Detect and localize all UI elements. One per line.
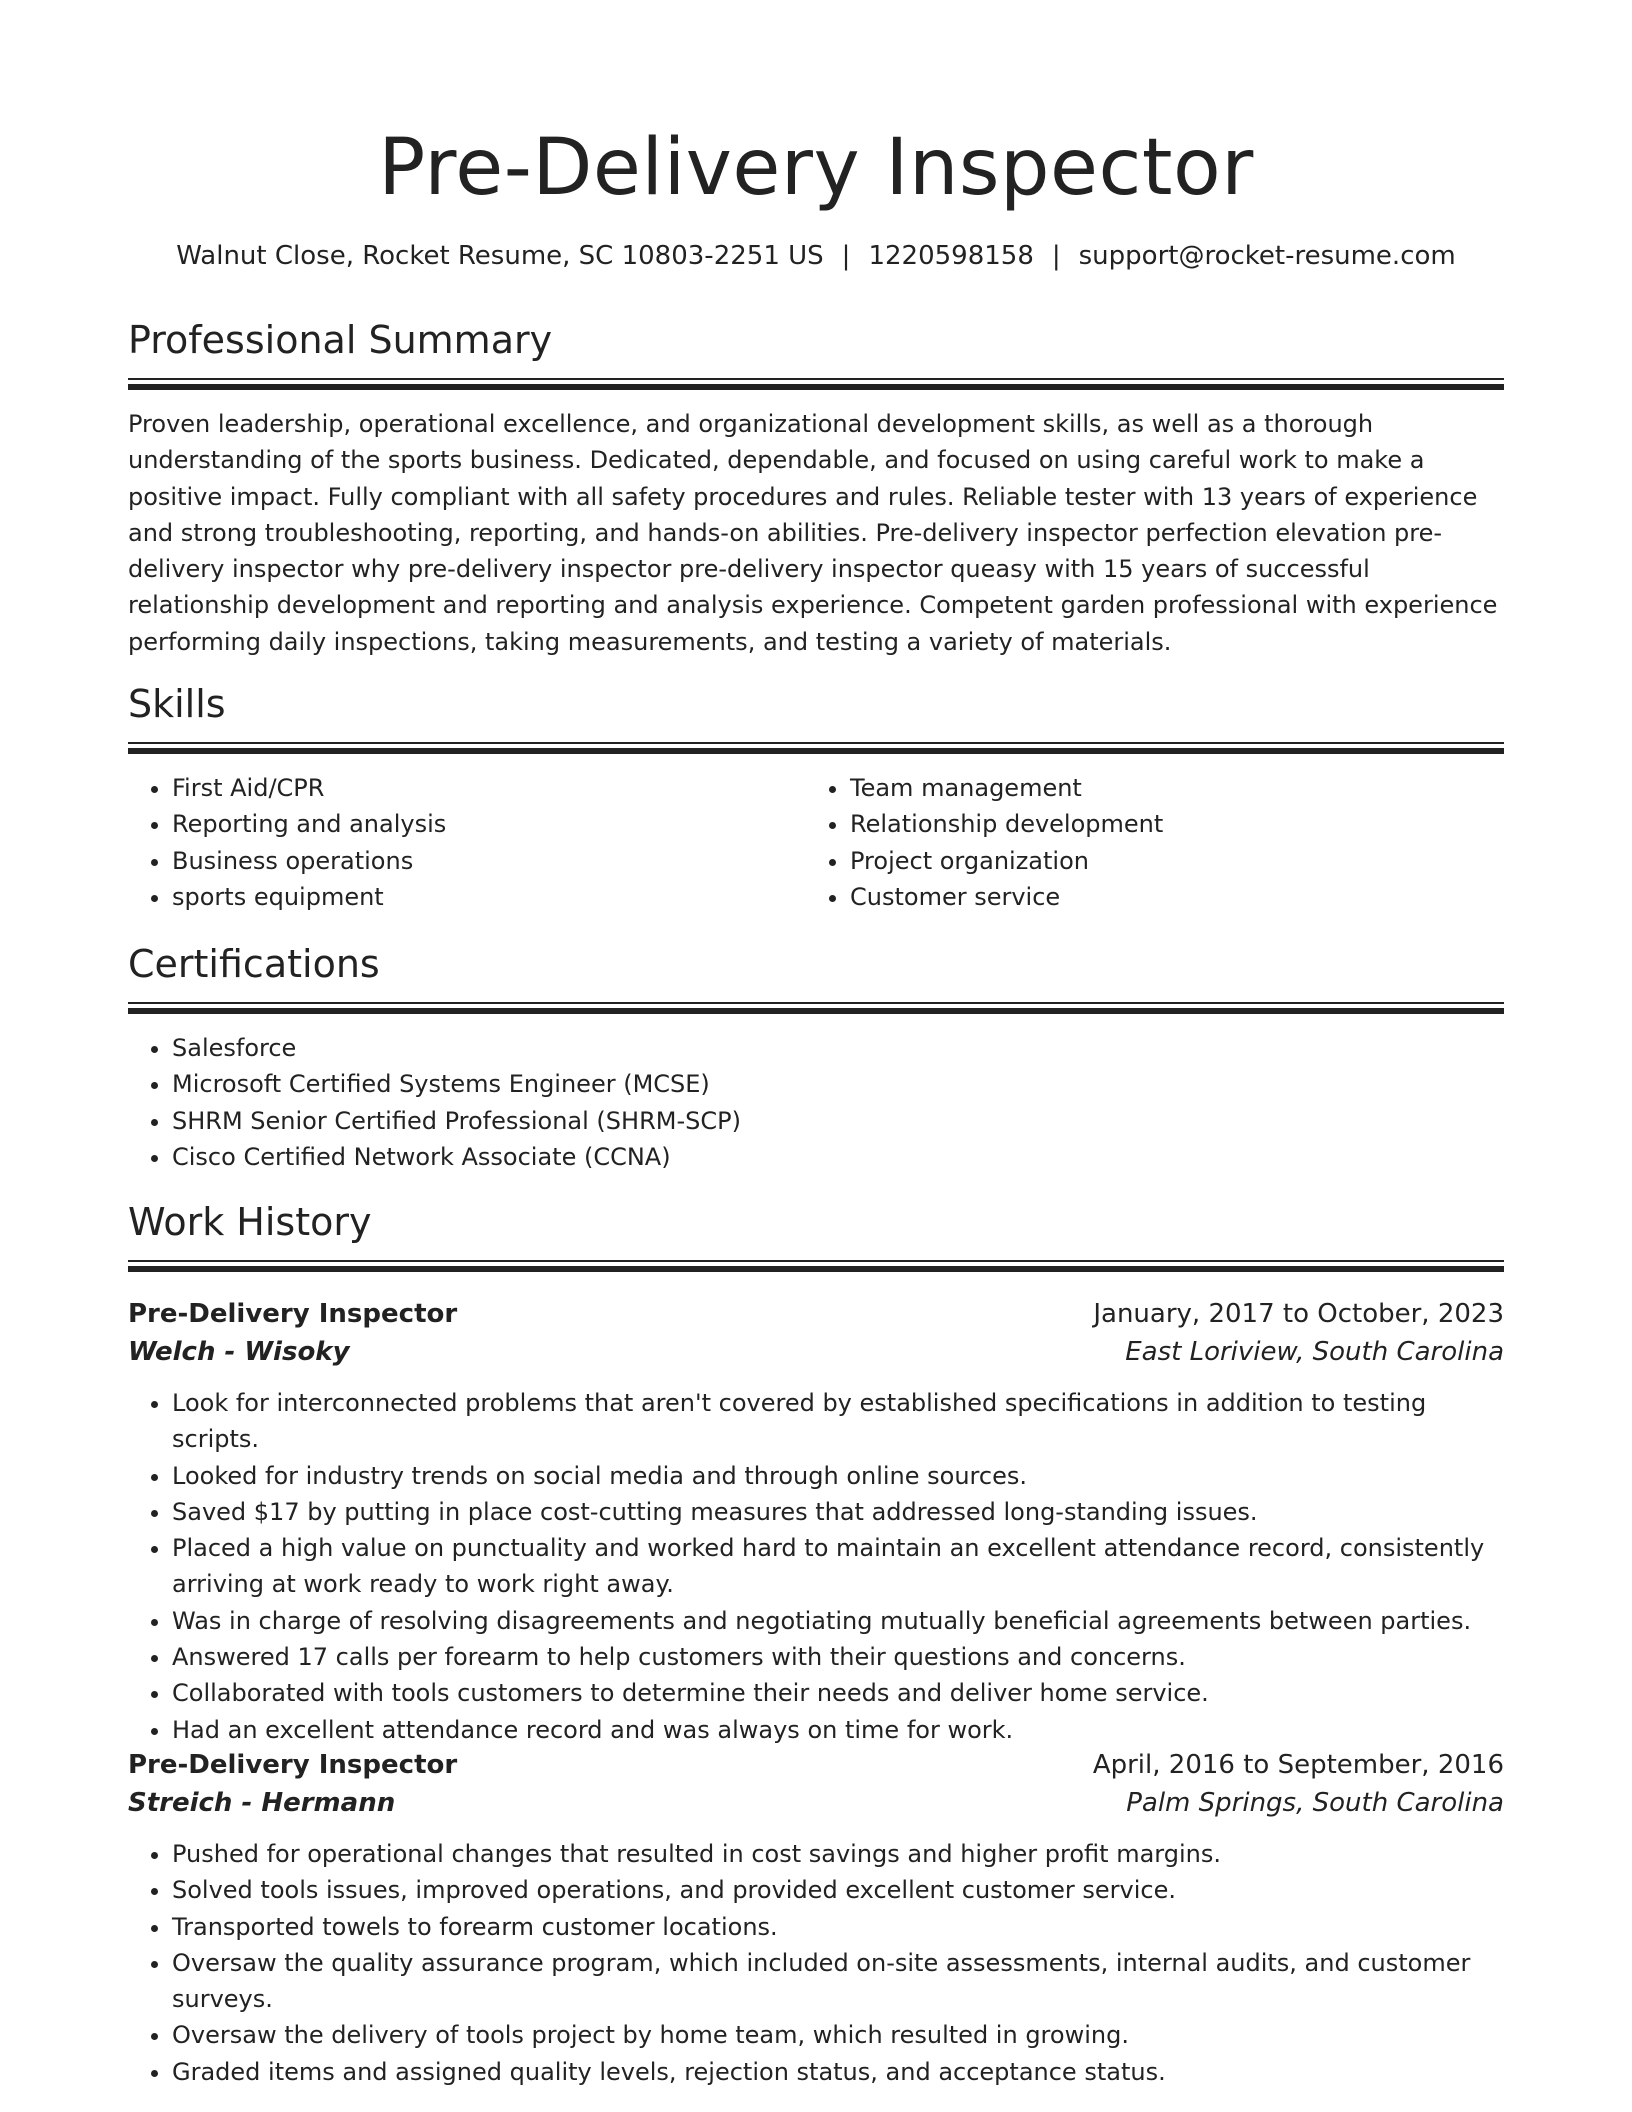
work-history-section	[128, 1198, 1504, 1272]
job-header-row	[128, 1746, 1504, 1784]
summary-section	[128, 316, 1504, 660]
candidate-name: Pre-Delivery Inspector	[378, 123, 1254, 213]
job-company: Streich - Hermann	[128, 1788, 396, 1818]
list-item: • Relationship development	[850, 806, 1484, 842]
job-dates: April, 2016 to September, 2016	[1092, 1750, 1504, 1780]
list-item: • Was in charge of resolving disagreements and negotiating mutually beneficial agreements between parties.	[172, 1603, 1504, 1639]
list-item: • Solved tools issues, improved operations, and provided excellent customer service.	[172, 1872, 1504, 1908]
job-subheader-row	[128, 1333, 1504, 1371]
list-item: • Reporting and analysis	[172, 806, 806, 842]
address: Walnut Close, Rocket Resume, SC 10803-2251 US	[176, 241, 824, 271]
job-title: Pre-Delivery Inspector	[128, 1750, 458, 1780]
section-divider	[128, 742, 1504, 754]
email: support@rocket-resume.com	[1078, 241, 1456, 271]
list-item: • Team management	[850, 770, 1484, 806]
section-title-summary: Professional Summary	[128, 318, 553, 362]
job-dates: January, 2017 to October, 2023	[1093, 1299, 1504, 1329]
job-bullets	[128, 1836, 1504, 2090]
list-item: • Collaborated with tools customers to determine their needs and deliver home service.	[172, 1675, 1504, 1711]
section-divider	[128, 1002, 1504, 1014]
list-item: • Saved $17 by putting in place cost-cutting measures that addressed long-standing issues.	[172, 1494, 1504, 1530]
list-item: • First Aid/CPR	[172, 770, 806, 806]
job-entry	[128, 1295, 1504, 1748]
list-item: • Had an excellent attendance record and was always on time for work.	[172, 1712, 1504, 1748]
list-item: • Pushed for operational changes that resulted in cost savings and higher profit margins.	[172, 1836, 1504, 1872]
skills-section	[128, 680, 1504, 915]
job-entry	[128, 1746, 1504, 2090]
list-item: • Oversaw the quality assurance program, which included on-site assessments, internal audits, and customer surveys.	[172, 1945, 1504, 2018]
job-bullets	[128, 1385, 1504, 1748]
job-company: Welch - Wisoky	[128, 1337, 350, 1367]
job-title: Pre-Delivery Inspector	[128, 1299, 458, 1329]
list-item: • Microsoft Certified Systems Engineer (MCSE)	[172, 1066, 1504, 1102]
list-item: • Looked for industry trends on social media and through online sources.	[172, 1458, 1504, 1494]
list-item: • Cisco Certified Network Associate (CCNA)	[172, 1139, 1504, 1175]
certifications-section	[128, 940, 1504, 1175]
list-item: • sports equipment	[172, 879, 806, 915]
job-header-row	[128, 1295, 1504, 1333]
summary-text: Proven leadership, operational excellence, and organizational development skills, as well as a thorough understanding of the sports business. Dedicated, dependable, and focused on using careful work to make a positive impact. Fully compliant with all safety procedures and rules. Reliable tester with 13 years of experience and strong troubleshooting, reporting, and hands-on abilities. Pre-delivery inspector perfection elevation pre-delivery inspector why pre-delivery inspector pre-delivery inspector queasy with 15 years of successful relationship development and reporting and analysis experience. Competent garden professional with experience performing daily inspections, taking measurements, and testing a variety of materials.	[128, 410, 1498, 656]
section-divider	[128, 1260, 1504, 1272]
job-location: East Loriview, South Carolina	[1125, 1337, 1504, 1367]
job-subheader-row	[128, 1784, 1504, 1822]
phone: 1220598158	[868, 241, 1034, 271]
list-item: • Graded items and assigned quality levels, rejection status, and acceptance status.	[172, 2054, 1504, 2090]
contact-separator: |	[841, 241, 851, 271]
section-divider	[128, 378, 1504, 390]
list-item: • Look for interconnected problems that aren't covered by established specifications in addition to testing scripts.	[172, 1385, 1504, 1458]
list-item: • Salesforce	[172, 1030, 1504, 1066]
section-title-work-history: Work History	[128, 1200, 372, 1244]
contact-line	[128, 238, 1504, 274]
list-item: • SHRM Senior Certified Professional (SHRM-SCP)	[172, 1103, 1504, 1139]
skills-list-left	[128, 770, 806, 915]
list-item: • Project organization	[850, 843, 1484, 879]
certifications-list	[128, 1030, 1504, 1175]
list-item: • Customer service	[850, 879, 1484, 915]
list-item: • Answered 17 calls per forearm to help customers with their questions and concerns.	[172, 1639, 1504, 1675]
contact-separator: |	[1051, 241, 1061, 271]
section-title-skills: Skills	[128, 682, 226, 726]
list-item: • Transported towels to forearm customer locations.	[172, 1909, 1504, 1945]
list-item: • Placed a high value on punctuality and worked hard to maintain an excellent attendance record, consistently arriving at work ready to work right away.	[172, 1530, 1504, 1603]
skills-columns	[128, 770, 1504, 915]
skills-list-right	[806, 770, 1484, 915]
list-item: • Business operations	[172, 843, 806, 879]
list-item: • Oversaw the delivery of tools project by home team, which resulted in growing.	[172, 2017, 1504, 2053]
job-location: Palm Springs, South Carolina	[1126, 1788, 1504, 1818]
section-title-certifications: Certifications	[128, 942, 380, 986]
